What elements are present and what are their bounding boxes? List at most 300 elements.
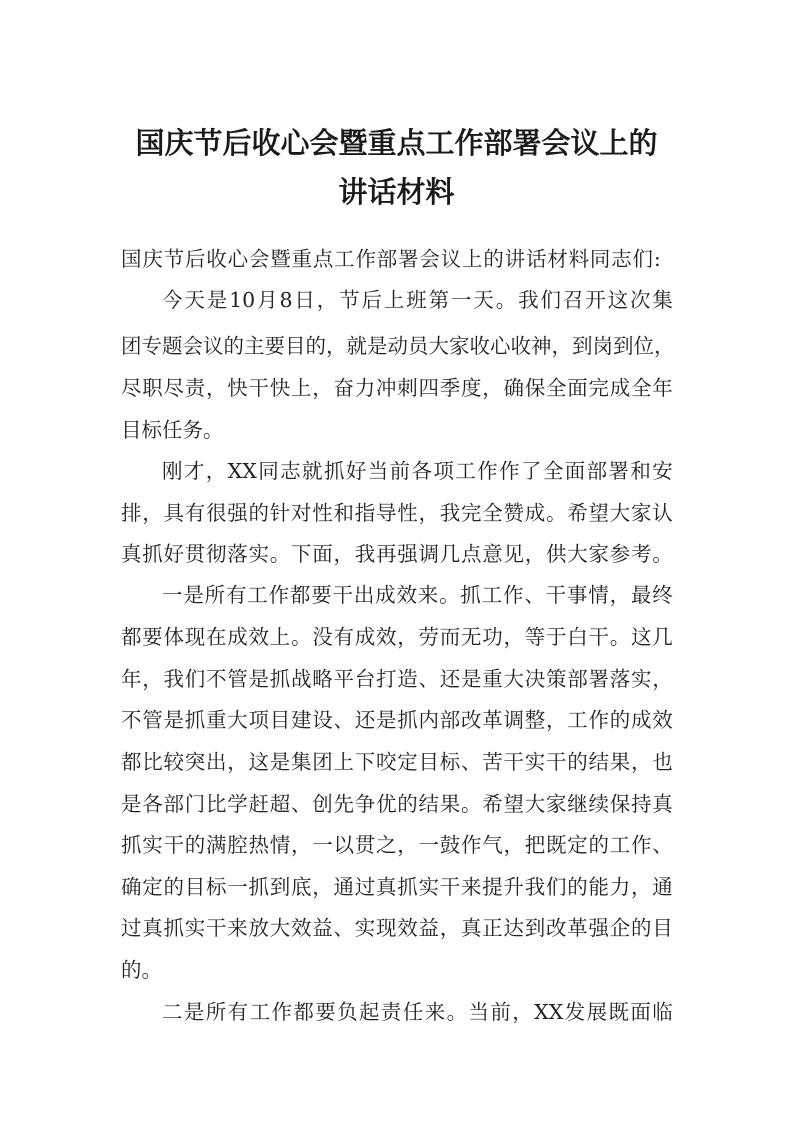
glyph: 主 xyxy=(244,334,265,358)
glyph: 作 xyxy=(461,833,482,857)
glyph: 家 xyxy=(449,334,470,358)
glyph: 部 xyxy=(567,667,588,691)
glyph: 目 xyxy=(269,708,291,732)
glyph: 完 xyxy=(588,376,609,400)
body-line xyxy=(162,585,673,606)
glyph: 全 xyxy=(546,376,567,400)
glyph: 都 xyxy=(121,625,142,649)
glyph: 、 xyxy=(461,750,482,774)
glyph: ， xyxy=(546,708,567,732)
glyph: 完 xyxy=(461,501,482,525)
body-line xyxy=(162,1002,673,1023)
glyph: 还 xyxy=(354,708,376,732)
glyph: 标 xyxy=(141,418,162,442)
glyph: 。 xyxy=(652,542,673,566)
glyph: 实 xyxy=(248,542,269,566)
glyph: 真 xyxy=(376,875,397,899)
glyph: 略 xyxy=(312,667,333,691)
body-line xyxy=(121,877,673,898)
glyph: 有 xyxy=(227,1000,249,1024)
glyph: 确 xyxy=(121,875,142,899)
glyph: 全 xyxy=(482,501,503,525)
glyph: 和 xyxy=(630,459,651,483)
body-line xyxy=(121,627,673,648)
glyph: 工 xyxy=(334,247,355,271)
glyph: 先 xyxy=(333,792,354,816)
glyph: 、 xyxy=(418,667,439,691)
glyph: 达 xyxy=(503,916,524,940)
glyph: 职 xyxy=(142,376,163,400)
glyph: 实 xyxy=(524,750,546,774)
glyph: 起 xyxy=(359,1000,380,1024)
glyph: 也 xyxy=(652,750,673,774)
glyph: 今 xyxy=(162,288,183,312)
glyph: ， xyxy=(512,1000,533,1024)
glyph: 一 xyxy=(451,288,472,312)
glyph: 没 xyxy=(312,625,333,649)
body-line xyxy=(121,544,673,565)
glyph: 革 xyxy=(567,916,588,940)
glyph: 快 xyxy=(269,376,291,400)
glyph: : xyxy=(653,247,661,271)
glyph: 能 xyxy=(588,875,609,899)
glyph: 把 xyxy=(524,833,546,857)
glyph: 出 xyxy=(353,583,375,607)
glyph: 调 xyxy=(503,708,524,732)
glyph: 作 xyxy=(499,459,520,483)
glyph: 部 xyxy=(439,708,461,732)
glyph: ， xyxy=(142,667,163,691)
glyph: 项 xyxy=(248,708,269,732)
glyph: 定 xyxy=(142,875,163,899)
glyph: ， xyxy=(503,833,524,857)
glyph: 专 xyxy=(141,334,162,358)
glyph: 们 xyxy=(540,288,562,312)
glyph: 升 xyxy=(503,875,524,899)
glyph: 争 xyxy=(354,792,376,816)
glyph: 收 xyxy=(510,334,531,358)
glyph: 整 xyxy=(524,708,546,732)
glyph: ， xyxy=(227,750,248,774)
glyph: 平 xyxy=(333,667,354,691)
glyph: 上 xyxy=(269,625,291,649)
glyph: 干 xyxy=(503,750,524,774)
glyph: 强 xyxy=(588,916,609,940)
glyph: 后 xyxy=(184,247,206,271)
glyph: 提 xyxy=(482,875,503,899)
glyph: 有 xyxy=(184,501,206,525)
glyph: 前 xyxy=(389,459,411,483)
glyph: 实 xyxy=(142,833,163,857)
glyph: 一 xyxy=(227,875,248,899)
glyph: 抓 xyxy=(163,916,184,940)
glyph: 庆 xyxy=(142,247,163,271)
glyph: 家 xyxy=(546,792,567,816)
glyph: 成 xyxy=(354,625,376,649)
glyph: 所 xyxy=(205,1000,227,1024)
glyph: 几 xyxy=(439,542,461,566)
glyph: 指 xyxy=(354,501,376,525)
glyph: 定 xyxy=(397,750,418,774)
glyph: 次 xyxy=(630,288,651,312)
glyph: 要 xyxy=(311,583,332,607)
glyph: 通 xyxy=(333,875,354,899)
glyph: 较 xyxy=(163,750,184,774)
glyph: ， xyxy=(206,376,227,400)
glyph: 好 xyxy=(163,542,184,566)
glyph: 望 xyxy=(588,501,609,525)
glyph: 实 xyxy=(354,916,376,940)
glyph: 料 xyxy=(568,247,590,271)
glyph: 面 xyxy=(630,1000,651,1024)
glyph: ， xyxy=(326,334,347,358)
glyph: 干 xyxy=(248,376,269,400)
glyph: 管 xyxy=(142,708,163,732)
glyph: 工 xyxy=(567,708,588,732)
glyph: 。 xyxy=(461,792,482,816)
glyph: 我 xyxy=(518,288,539,312)
glyph: 抓 xyxy=(397,875,418,899)
glyph: 日 xyxy=(294,288,315,312)
glyph: 节 xyxy=(163,247,185,271)
glyph: 对 xyxy=(291,501,312,525)
glyph: 过 xyxy=(121,916,142,940)
glyph: 抓 xyxy=(269,667,291,691)
glyph: 而 xyxy=(439,625,461,649)
glyph: 的 xyxy=(483,247,504,271)
body-line xyxy=(121,710,673,731)
glyph: 快 xyxy=(227,376,248,400)
glyph: ， xyxy=(397,625,418,649)
glyph: 和 xyxy=(333,501,354,525)
glyph: 节 xyxy=(339,288,360,312)
glyph: 策 xyxy=(546,667,567,691)
glyph: 到 xyxy=(572,334,593,358)
glyph: 的 xyxy=(588,833,609,857)
salutation-line xyxy=(121,249,661,270)
glyph: 重 xyxy=(482,667,503,691)
glyph: 有 xyxy=(333,625,354,649)
glyph: 是 xyxy=(121,792,142,816)
glyph: 当 xyxy=(468,1000,489,1024)
glyph: 的 xyxy=(609,708,631,732)
glyph: ， xyxy=(654,334,675,358)
glyph: 有 xyxy=(225,583,247,607)
glyph: 果 xyxy=(609,750,631,774)
glyph: 目 xyxy=(418,750,439,774)
glyph: 抓 xyxy=(323,459,345,483)
glyph: 就 xyxy=(302,459,323,483)
glyph: 尽 xyxy=(163,376,184,400)
glyph: 保 xyxy=(524,376,546,400)
glyph: 暨 xyxy=(270,247,291,271)
glyph: 志 xyxy=(280,459,301,483)
glyph: 赶 xyxy=(248,792,269,816)
glyph: ， xyxy=(316,288,338,312)
glyph: 情 xyxy=(588,583,609,607)
glyph: XX xyxy=(227,459,257,483)
glyph: 们 xyxy=(184,667,206,691)
glyph: 认 xyxy=(652,501,673,525)
glyph: 大 xyxy=(503,667,524,691)
glyph: 是 xyxy=(376,708,397,732)
glyph: 10 xyxy=(229,288,256,312)
glyph: ， xyxy=(397,833,418,857)
glyph: 同 xyxy=(258,459,279,483)
glyph: 效 xyxy=(396,583,417,607)
glyph: 作 xyxy=(271,1000,292,1024)
glyph: 彻 xyxy=(206,542,227,566)
glyph: 、 xyxy=(291,792,312,816)
glyph: 希 xyxy=(567,501,588,525)
glyph: 改 xyxy=(546,916,567,940)
glyph: 设 xyxy=(312,708,333,732)
glyph: 部 xyxy=(376,247,398,271)
glyph: 奋 xyxy=(333,376,354,400)
glyph: 作 xyxy=(477,459,498,483)
glyph: 益 xyxy=(418,916,439,940)
glyph: 展 xyxy=(586,1000,608,1024)
glyph: 很 xyxy=(206,501,227,525)
glyph: 果 xyxy=(439,792,461,816)
glyph: 的 xyxy=(248,501,269,525)
glyph: 天 xyxy=(184,288,205,312)
glyph: ， xyxy=(551,334,572,358)
glyph: ， xyxy=(609,583,631,607)
glyph: 任 xyxy=(162,418,183,442)
glyph: 位 xyxy=(633,334,654,358)
glyph: 通 xyxy=(652,875,673,899)
glyph: 鼓 xyxy=(439,833,461,857)
glyph: 们 xyxy=(546,875,567,899)
glyph: 天 xyxy=(473,288,494,312)
glyph: 落 xyxy=(609,667,631,691)
glyph: 成 xyxy=(375,583,396,607)
glyph: 到 xyxy=(613,334,634,358)
glyph: ， xyxy=(503,625,524,649)
glyph: 抓 xyxy=(142,542,163,566)
glyph: 安 xyxy=(652,459,673,483)
glyph: 年 xyxy=(652,376,673,400)
glyph: 。 xyxy=(495,288,517,312)
glyph: 抓 xyxy=(184,708,206,732)
glyph: 过 xyxy=(354,875,376,899)
glyph: 后 xyxy=(361,288,383,312)
glyph: 是 xyxy=(269,750,291,774)
glyph: 都 xyxy=(289,583,311,607)
glyph: 目 xyxy=(121,418,142,442)
glyph: 临 xyxy=(652,1000,673,1024)
glyph: 的 xyxy=(305,334,326,358)
glyph: 白 xyxy=(567,625,588,649)
glyph: 到 xyxy=(269,875,291,899)
glyph: 就 xyxy=(346,334,367,358)
glyph: 抓 xyxy=(121,833,142,857)
glyph: 具 xyxy=(163,501,184,525)
glyph: 热 xyxy=(248,833,269,857)
glyph: 上 xyxy=(333,750,354,774)
body-line xyxy=(121,918,673,939)
glyph: 集 xyxy=(291,750,312,774)
glyph: 的 xyxy=(184,833,206,857)
glyph: 前 xyxy=(490,1000,511,1024)
glyph: 是 xyxy=(461,667,482,691)
glyph: 咬 xyxy=(376,750,397,774)
glyph: 大 xyxy=(524,792,546,816)
glyph: 以 xyxy=(333,833,354,857)
glyph: 收 xyxy=(469,334,490,358)
glyph: 工 xyxy=(481,583,503,607)
glyph: 参 xyxy=(609,542,631,566)
glyph: 班 xyxy=(406,288,427,312)
glyph: 。 xyxy=(609,625,631,649)
glyph: 们 xyxy=(632,247,653,271)
glyph: 无 xyxy=(461,625,482,649)
glyph: 务 xyxy=(182,418,203,442)
body-line xyxy=(121,752,673,773)
glyph: ， xyxy=(482,376,503,400)
glyph: 工 xyxy=(249,1000,271,1024)
glyph: 工 xyxy=(455,459,476,483)
glyph: 刚 xyxy=(162,459,183,483)
glyph: 干 xyxy=(588,625,609,649)
glyph: 8 xyxy=(279,288,293,312)
glyph: 底 xyxy=(291,875,312,899)
glyph: 优 xyxy=(376,792,397,816)
body-line xyxy=(162,461,673,482)
glyph: ， xyxy=(631,750,652,774)
glyph: 事 xyxy=(566,583,588,607)
glyph: 我 xyxy=(524,875,546,899)
glyph: 好 xyxy=(345,459,367,483)
glyph: 效 xyxy=(248,625,269,649)
glyph: 创 xyxy=(312,792,333,816)
glyph: 月 xyxy=(257,288,278,312)
glyph: 讲 xyxy=(504,247,526,271)
glyph: 全 xyxy=(542,459,564,483)
glyph: 大 xyxy=(227,708,248,732)
glyph: 是 xyxy=(248,667,269,691)
glyph: 点 xyxy=(461,542,482,566)
glyph: 的 xyxy=(631,916,652,940)
glyph: 成 xyxy=(227,625,248,649)
glyph: 再 xyxy=(376,542,397,566)
glyph: 排 xyxy=(121,501,142,525)
glyph: 工 xyxy=(247,583,268,607)
glyph: 话 xyxy=(525,247,547,271)
glyph: 持 xyxy=(631,792,652,816)
glyph: 干 xyxy=(545,583,567,607)
glyph: 要 xyxy=(142,625,163,649)
glyph: 于 xyxy=(546,625,567,649)
glyph: 开 xyxy=(585,288,606,312)
glyph: 是 xyxy=(206,288,228,312)
glyph: 贯 xyxy=(354,833,376,857)
glyph: 落 xyxy=(227,542,248,566)
glyph: 效 xyxy=(291,916,312,940)
glyph: 大 xyxy=(269,916,291,940)
glyph: 续 xyxy=(588,792,609,816)
glyph: 针 xyxy=(269,501,291,525)
glyph: 当 xyxy=(367,459,389,483)
glyph: 内 xyxy=(418,708,439,732)
glyph: 强 xyxy=(227,501,248,525)
glyph: 一 xyxy=(418,833,439,857)
glyph: 来 xyxy=(227,916,248,940)
glyph: 打 xyxy=(376,667,397,691)
glyph: ， xyxy=(418,501,439,525)
glyph: 苦 xyxy=(482,750,503,774)
glyph: 见 xyxy=(503,542,524,566)
glyph: ， xyxy=(312,376,333,400)
glyph: 保 xyxy=(609,792,631,816)
glyph: 的 xyxy=(567,875,588,899)
glyph: 上 xyxy=(383,288,405,312)
glyph: 项 xyxy=(433,459,454,483)
glyph: 一 xyxy=(162,583,183,607)
glyph: 最 xyxy=(630,583,652,607)
glyph: 调 xyxy=(418,542,439,566)
glyph: 功 xyxy=(482,625,503,649)
glyph: 同 xyxy=(589,247,611,271)
glyph: 上 xyxy=(462,247,483,271)
document-title-line-2: 讲话材料 xyxy=(338,175,455,209)
glyph: 的 xyxy=(567,750,588,774)
glyph: 抓 xyxy=(460,583,481,607)
glyph: 成 xyxy=(631,708,652,732)
glyph: 放 xyxy=(248,916,269,940)
glyph: 实 xyxy=(631,667,652,691)
body-line xyxy=(121,669,673,690)
glyph: 真 xyxy=(142,916,163,940)
glyph: ， xyxy=(291,833,312,857)
glyph: 了 xyxy=(520,459,542,483)
glyph: 部 xyxy=(586,459,608,483)
glyph: 标 xyxy=(439,750,461,774)
glyph: 终 xyxy=(652,583,673,607)
glyph: 造 xyxy=(397,667,418,691)
glyph: 都 xyxy=(293,1000,314,1024)
glyph: 各 xyxy=(142,792,163,816)
glyph: 出 xyxy=(206,750,227,774)
glyph: 大 xyxy=(428,334,449,358)
body-line xyxy=(121,378,673,399)
glyph: 既 xyxy=(546,833,567,857)
glyph: 赞 xyxy=(503,501,524,525)
glyph: 家 xyxy=(631,501,652,525)
glyph: 干 xyxy=(439,875,461,899)
glyph: 定 xyxy=(567,833,588,857)
glyph: 望 xyxy=(503,792,524,816)
glyph: 来 xyxy=(417,583,439,607)
glyph: 情 xyxy=(269,833,291,857)
glyph: 作 xyxy=(588,708,609,732)
glyph: 责 xyxy=(380,1000,402,1024)
glyph: 要 xyxy=(264,334,285,358)
document-title-line-1: 国庆节后收心会暨重点工作部署会议上的 xyxy=(135,126,658,160)
glyph: 不 xyxy=(206,667,227,691)
glyph: 到 xyxy=(524,916,546,940)
glyph: 题 xyxy=(162,334,183,358)
glyph: 神 xyxy=(531,334,552,358)
glyph: 面 xyxy=(567,376,588,400)
glyph: 在 xyxy=(206,625,227,649)
glyph: 收 xyxy=(206,247,227,271)
glyph: 这 xyxy=(607,288,629,312)
glyph: 是 xyxy=(183,583,204,607)
glyph: 部 xyxy=(163,792,184,816)
glyph: 召 xyxy=(562,288,584,312)
